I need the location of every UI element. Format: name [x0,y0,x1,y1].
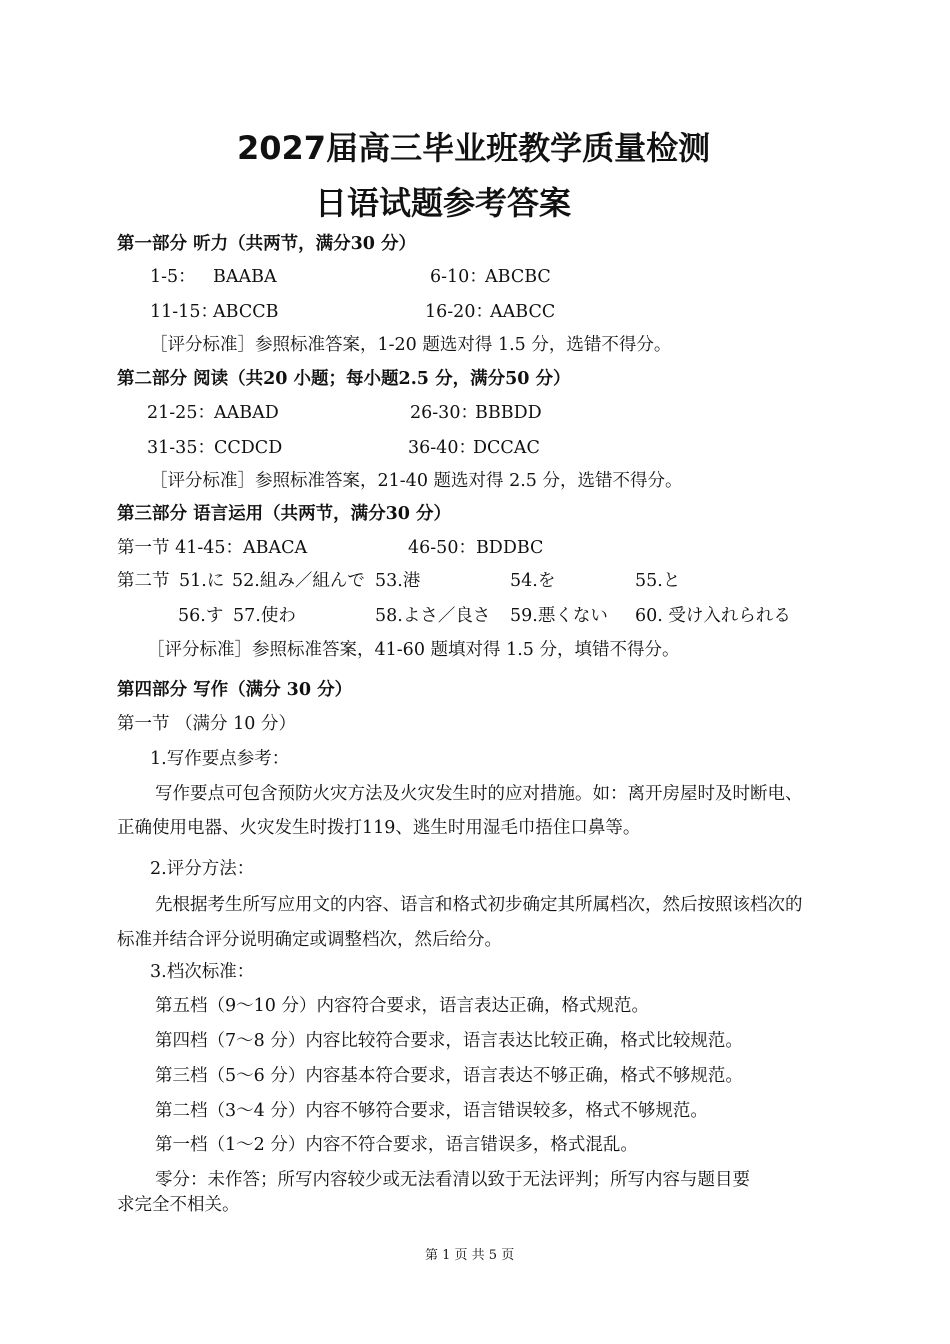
fill-answer: 52.組み／組んで [232,571,365,591]
part2-criteria: ［评分标准］参照标准答案，21-40 题选对得 2.5 分，选错不得分。 [150,471,683,491]
point1-title: 1.写作要点参考： [150,749,290,769]
part3-heading: 第三部分 语言运用（共两节，满分30 分） [117,504,452,524]
answer-range: 1-5： [150,267,196,287]
fill-answer: 59.悪くない [510,606,608,626]
answer-value: DCCAC [473,438,540,458]
answer-value: BAABA [213,267,277,287]
answer-value: ABCCB [213,302,279,322]
answer-value: AABCC [490,302,556,322]
part3-section1-answers: 第一节 41-45：ABACA [117,538,308,558]
fill-answer: 53.港 [375,571,421,591]
answer-range: 36-40： [408,438,476,458]
doc-title-line2: 日语试题参考答案 [315,184,572,222]
answer-value: ABCBC [485,267,551,287]
point1-text: 写作要点可包含预防火灾方法及火灾发生时的应对措施。如：离开房屋时及时断电、 [155,784,803,804]
part2-heading: 第二部分 阅读（共20 小题；每小题2.5 分，满分50 分） [117,369,571,389]
grade-line: 第一档（1～2 分）内容不符合要求，语言错误多，格式混乱。 [155,1135,638,1155]
part3-criteria: ［评分标准］参照标准答案，41-60 题填对得 1.5 分，填错不得分。 [147,640,680,660]
answer-range: 31-35： [147,438,215,458]
answer-range: 21-25： [147,403,215,423]
zero-score-text: 求完全不相关。 [117,1195,240,1215]
grade-line: 第三档（5～6 分）内容基本符合要求，语言表达不够正确，格式不够规范。 [155,1066,743,1086]
grade-line: 第五档（9～10 分）内容符合要求，语言表达正确，格式规范。 [155,996,649,1016]
grade-line: 第四档（7～8 分）内容比较符合要求，语言表达比较正确，格式比较规范。 [155,1031,743,1051]
point2-text: 标准并结合评分说明确定或调整档次，然后给分。 [117,930,502,950]
point1-text: 正确使用电器、火灾发生时拨打119、逃生时用湿毛巾捂住口鼻等。 [117,818,641,838]
part4-heading: 第四部分 写作（满分 30 分） [117,680,353,700]
doc-title-line1: 2027届高三毕业班教学质量检测 [237,129,711,167]
fill-answer: 51.に [179,571,225,591]
fill-answer: 58.よさ／良さ [375,606,491,626]
part4-section1: 第一节 （满分 10 分） [117,714,296,734]
answer-range: 26-30： [410,403,478,423]
fill-answer: 60. 受け入れられる [635,606,791,626]
point2-text: 先根据考生所写应用文的内容、语言和格式初步确定其所属档次，然后按照该档次的 [155,895,803,915]
answer-range: 11-15： [150,302,218,322]
part1-criteria: ［评分标准］参照标准答案，1-20 题选对得 1.5 分，选错不得分。 [150,335,672,355]
page-footer: 第 1 页 共 5 页 [425,1248,515,1263]
part3-section2-label: 第二节 [117,571,170,591]
fill-answer: 55.と [635,571,681,591]
grade-line: 第二档（3～4 分）内容不够符合要求，语言错误较多，格式不够规范。 [155,1101,708,1121]
part1-heading: 第一部分 听力（共两节，满分30 分） [117,234,417,254]
answer-range: 16-20： [425,302,493,322]
point3-title: 3.档次标准： [150,962,255,982]
zero-score-text: 零分：未作答；所写内容较少或无法看清以致于无法评判；所写内容与题目要 [155,1170,750,1190]
part3-section1-answers-b: 46-50：BDDBC [408,538,544,558]
fill-answer: 57.使わ [233,606,296,626]
answer-range: 6-10： [430,267,487,287]
fill-answer: 56.す [178,606,224,626]
fill-answer: 54.を [510,571,556,591]
answer-value: BBBDD [475,403,542,423]
answer-value: AABAD [214,403,279,423]
point2-title: 2.评分方法： [150,859,255,879]
answer-value: CCDCD [214,438,283,458]
